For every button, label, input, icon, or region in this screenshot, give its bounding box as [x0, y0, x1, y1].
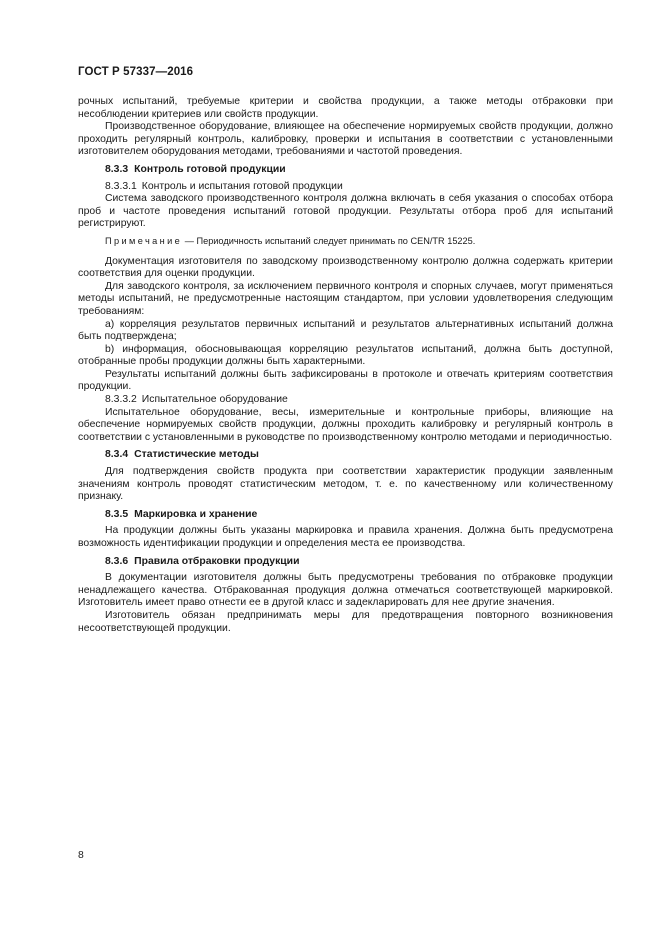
paragraph: Испытательное оборудование, весы, измерительные и контрольные приборы, влияющие на обеспечение нормируемых свойств продукции, должны проходить калибровку и регулярный контроль в соответствии с установленными в руководстве по производственному контролю методами и периодичностью. — [78, 406, 613, 443]
paragraph: Система заводского производственного контроля должна включать в себя указания о способах отбора проб и частоте проведения испытаний готовой продукции. Результаты отбора проб для испытаний регистрируют. — [78, 193, 613, 230]
section-title: Статистические методы — [134, 449, 259, 461]
paragraph: На продукции должны быть указаны маркировка и правила хранения. Должна быть предусмотрена возможность идентификации продукции и определения места ее производства. — [78, 525, 613, 549]
paragraph: Изготовитель обязан предпринимать меры для предотвращения повторного возникновения несоответствующей продукции. — [78, 609, 613, 634]
section-number: 8.3.6 — [105, 555, 129, 567]
section-title: Маркировка и хранение — [134, 508, 258, 520]
section-heading-8-3-3 — [105, 164, 613, 177]
paragraph: В документации изготовителя должны быть предусмотрены требования по отбраковке продукции ненадлежащего качества. Отбракованная продукция должна отмечаться соответствующей маркировкой. Изготовитель имеет право отнести ее в другой класс и задекларировать для нее другие значения. — [78, 572, 613, 609]
list-item: b) информация, обосновывающая корреляцию результатов испытаний, должна быть доступной, отобранные пробы продукции должны быть характерными. — [78, 343, 613, 368]
paragraph: Для подтверждения свойств продукта при соответствии характеристик продукции заявленным значениям контроль проводят статистическим методом, т. е. по качественному или количественному признаку. — [78, 466, 613, 503]
section-heading-8-3-6 — [105, 556, 613, 569]
section-number: 8.3.3 — [105, 163, 129, 175]
paragraph: рочных испытаний, требуемые критерии и свойства продукции, а также методы отбраковки при несоблюдении критериев или свойств продукции. — [78, 96, 613, 120]
document-body — [78, 96, 613, 635]
section-heading-8-3-5 — [105, 509, 613, 522]
subsection-heading-8-3-3-2 — [105, 394, 613, 407]
section-title: Правила отбраковки продукции — [134, 555, 300, 567]
paragraph: Результаты испытаний должны быть зафиксированы в протоколе и отвечать критериям соответствия продукции. — [78, 368, 613, 393]
subsection-number: 8.3.3.1 — [105, 180, 137, 192]
note — [105, 235, 613, 248]
subsection-heading-8-3-3-1 — [105, 181, 613, 194]
paragraph: Документация изготовителя по заводскому производственному контролю должна содержать критерии соответствия для оценки продукции. — [78, 255, 613, 280]
list-item: а) корреляция результатов первичных испытаний и результатов альтернативных испытаний должна быть подтверждена; — [78, 318, 613, 343]
section-heading-8-3-4 — [105, 449, 613, 462]
paragraph: Производственное оборудование, влияющее на обеспечение нормируемых свойств продукции, должно проходить регулярный контроль, калибровку, проверки и испытания в соответствии с установленными изготовителем оборудования методами, требованиями и частотой проведения. — [78, 121, 613, 158]
section-number: 8.3.5 — [105, 508, 129, 520]
subsection-number: 8.3.3.2 — [105, 394, 137, 406]
note-text: — Периодичность испытаний следует принимать по CEN/TR 15225. — [182, 235, 476, 246]
subsection-title: Испытательное оборудование — [141, 394, 288, 406]
page-number: 8 — [78, 850, 84, 861]
document-header: ГОСТ Р 57337—2016 — [78, 66, 194, 78]
section-title: Контроль готовой продукции — [134, 163, 286, 175]
paragraph: Для заводского контроля, за исключением первичного контроля и спорных случаев, могут применяться методы испытаний, не предусмотренные настоящим стандартом, при условии удовлетворения следующим требованиям: — [78, 280, 613, 317]
section-number: 8.3.4 — [105, 449, 129, 461]
note-label: Примечание — [105, 235, 183, 246]
subsection-title: Контроль и испытания готовой продукции — [141, 180, 343, 192]
